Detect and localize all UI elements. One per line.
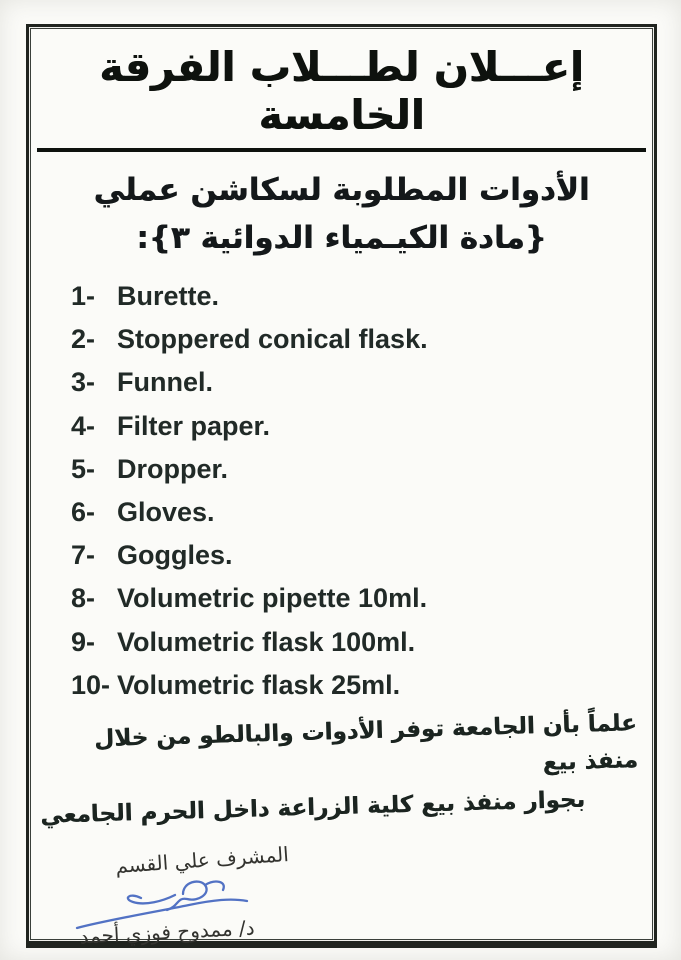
signature-name: د/ ممدوح فوزي أحمد <box>78 915 256 949</box>
item-number: 1- <box>71 281 96 312</box>
list-item <box>71 282 646 312</box>
signature-role: المشرف علي القسم <box>114 841 290 878</box>
note-line-2: بجوار منفذ بيع كلية الزراعة داخل الحرم الجامعي <box>39 786 586 829</box>
item-number: 8- <box>71 583 96 614</box>
page-frame <box>26 24 657 948</box>
list-item <box>71 671 646 701</box>
item-label: Goggles. <box>117 540 233 571</box>
subtitle-line: الأدوات المطلوبة لسكاشن عملي <box>93 172 590 208</box>
list-item <box>71 325 646 355</box>
note-line-1: علماً بأن الجامعة توفر الأدوات والبالطو من خلال منفذ بيع <box>93 710 639 777</box>
item-label: Burette. <box>117 281 220 312</box>
item-number: 6- <box>71 497 96 528</box>
item-number: 2- <box>71 324 96 355</box>
item-label: Dropper. <box>117 453 229 484</box>
item-label: Gloves. <box>117 497 215 528</box>
item-label: Funnel. <box>117 367 213 398</box>
list-item <box>71 498 646 528</box>
list-item <box>71 412 646 442</box>
tools-list <box>37 282 646 700</box>
list-item <box>71 368 646 398</box>
item-number: 5- <box>71 453 96 484</box>
item-label: Stoppered conical flask. <box>117 324 428 355</box>
item-number: 10- <box>71 669 111 700</box>
signature-block <box>67 841 317 949</box>
list-item <box>71 628 646 658</box>
item-label: Volumetric pipette 10ml. <box>117 583 428 614</box>
title-container <box>37 43 646 152</box>
item-number: 3- <box>71 367 96 398</box>
subtitle-block <box>37 166 646 262</box>
list-item <box>71 584 646 614</box>
item-label: Filter paper. <box>117 410 271 441</box>
list-item <box>71 541 646 571</box>
subject-line: {مادة الكيـمياء الدوائية ٣}: <box>136 220 547 257</box>
list-item <box>71 455 646 485</box>
item-number: 7- <box>71 540 96 571</box>
availability-note <box>37 705 639 834</box>
item-number: 9- <box>71 626 96 657</box>
item-number: 4- <box>71 410 96 441</box>
page-title: إعـــلان لطـــلاب الفرقة الخامسة <box>37 43 646 152</box>
item-label: Volumetric flask 25ml. <box>117 669 401 700</box>
item-label: Volumetric flask 100ml. <box>117 626 416 657</box>
